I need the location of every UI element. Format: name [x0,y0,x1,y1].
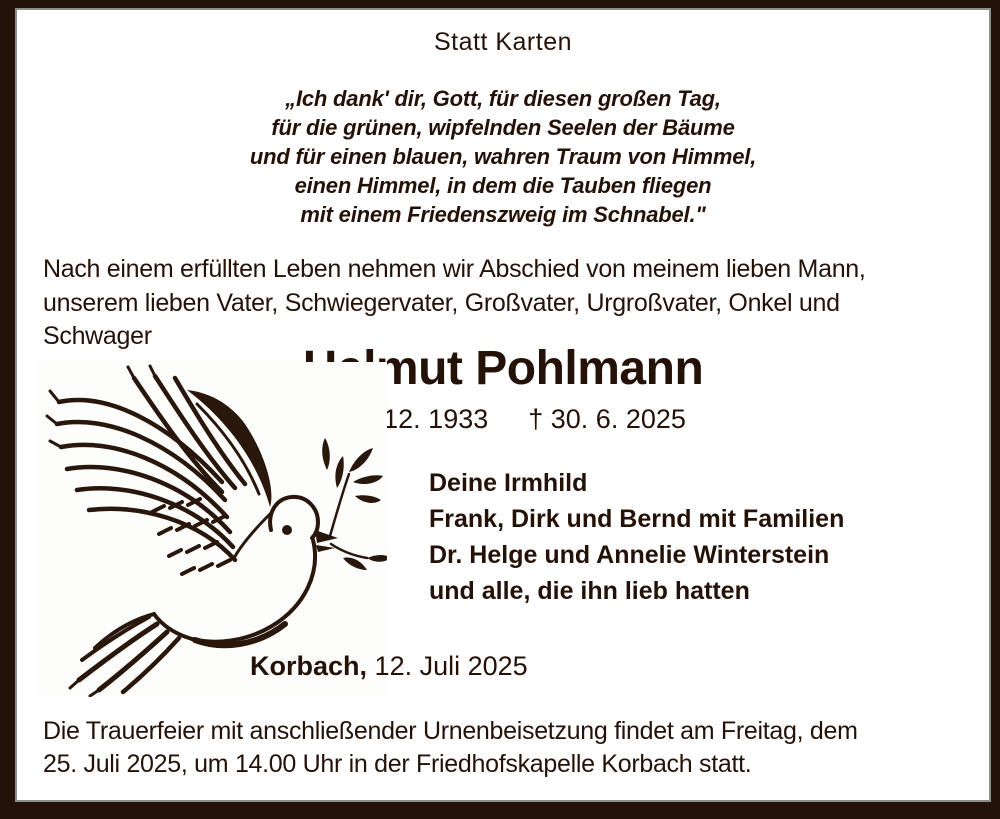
dove-with-olive-branch-illustration [37,362,387,697]
funeral-line: 25. Juli 2025, um 14.00 Uhr in der Friedhofskapelle Korbach statt. [43,750,752,778]
funeral-line: Die Trauerfeier mit anschließender Urnenbeisetzung findet am Freitag, dem [43,717,858,745]
poem-line: einen Himmel, in dem die Tauben fliegen [294,173,712,198]
dove-mid-wing [128,366,245,492]
dove-head [234,497,338,558]
intro-line: unserem lieben Vater, Schwiegervater, Großvater, Urgroßvater, Onkel und [43,288,840,317]
poem-line: und für einen blauen, wahren Traum von Himmel, [249,144,757,169]
notice-date: 12. Juli 2025 [374,651,528,681]
birth-date: * 18. 12. 1933 [320,404,489,434]
intro-line: Schwager [43,322,152,350]
mourner-line: und alle, die ihn lieb hatten [429,577,750,605]
deceased-name: Helmut Pohlmann [302,342,704,395]
dove-tail [70,614,179,696]
poem-line: „Ich dank' dir, Gott, für diesen großen Tag, [285,86,721,111]
poem-line: für die grünen, wipfelnden Seelen der Bäume [271,115,735,140]
mourner-line: Dr. Helge und Annelie Winterstein [429,541,830,569]
intro-line: Nach einem erfüllten Leben nehmen wir Abschied von meinem lieben Mann, [43,255,866,283]
mourners-list [429,465,844,609]
place-name: Korbach, [250,651,368,681]
mourner-line: Deine Irmhild [429,469,588,497]
death-date: † 30. 6. 2025 [528,404,686,434]
statt-karten-label: Statt Karten [433,28,573,56]
poem-line: mit einem Friedenszweig im Schnabel." [300,202,706,227]
funeral-info [43,715,858,781]
olive-branch [322,438,387,570]
obituary-card [15,8,991,802]
intro-text [43,253,866,354]
mourner-line: Frank, Dirk und Bernd mit Familien [429,505,845,533]
memorial-poem [17,84,989,229]
place-dateline [250,651,528,682]
